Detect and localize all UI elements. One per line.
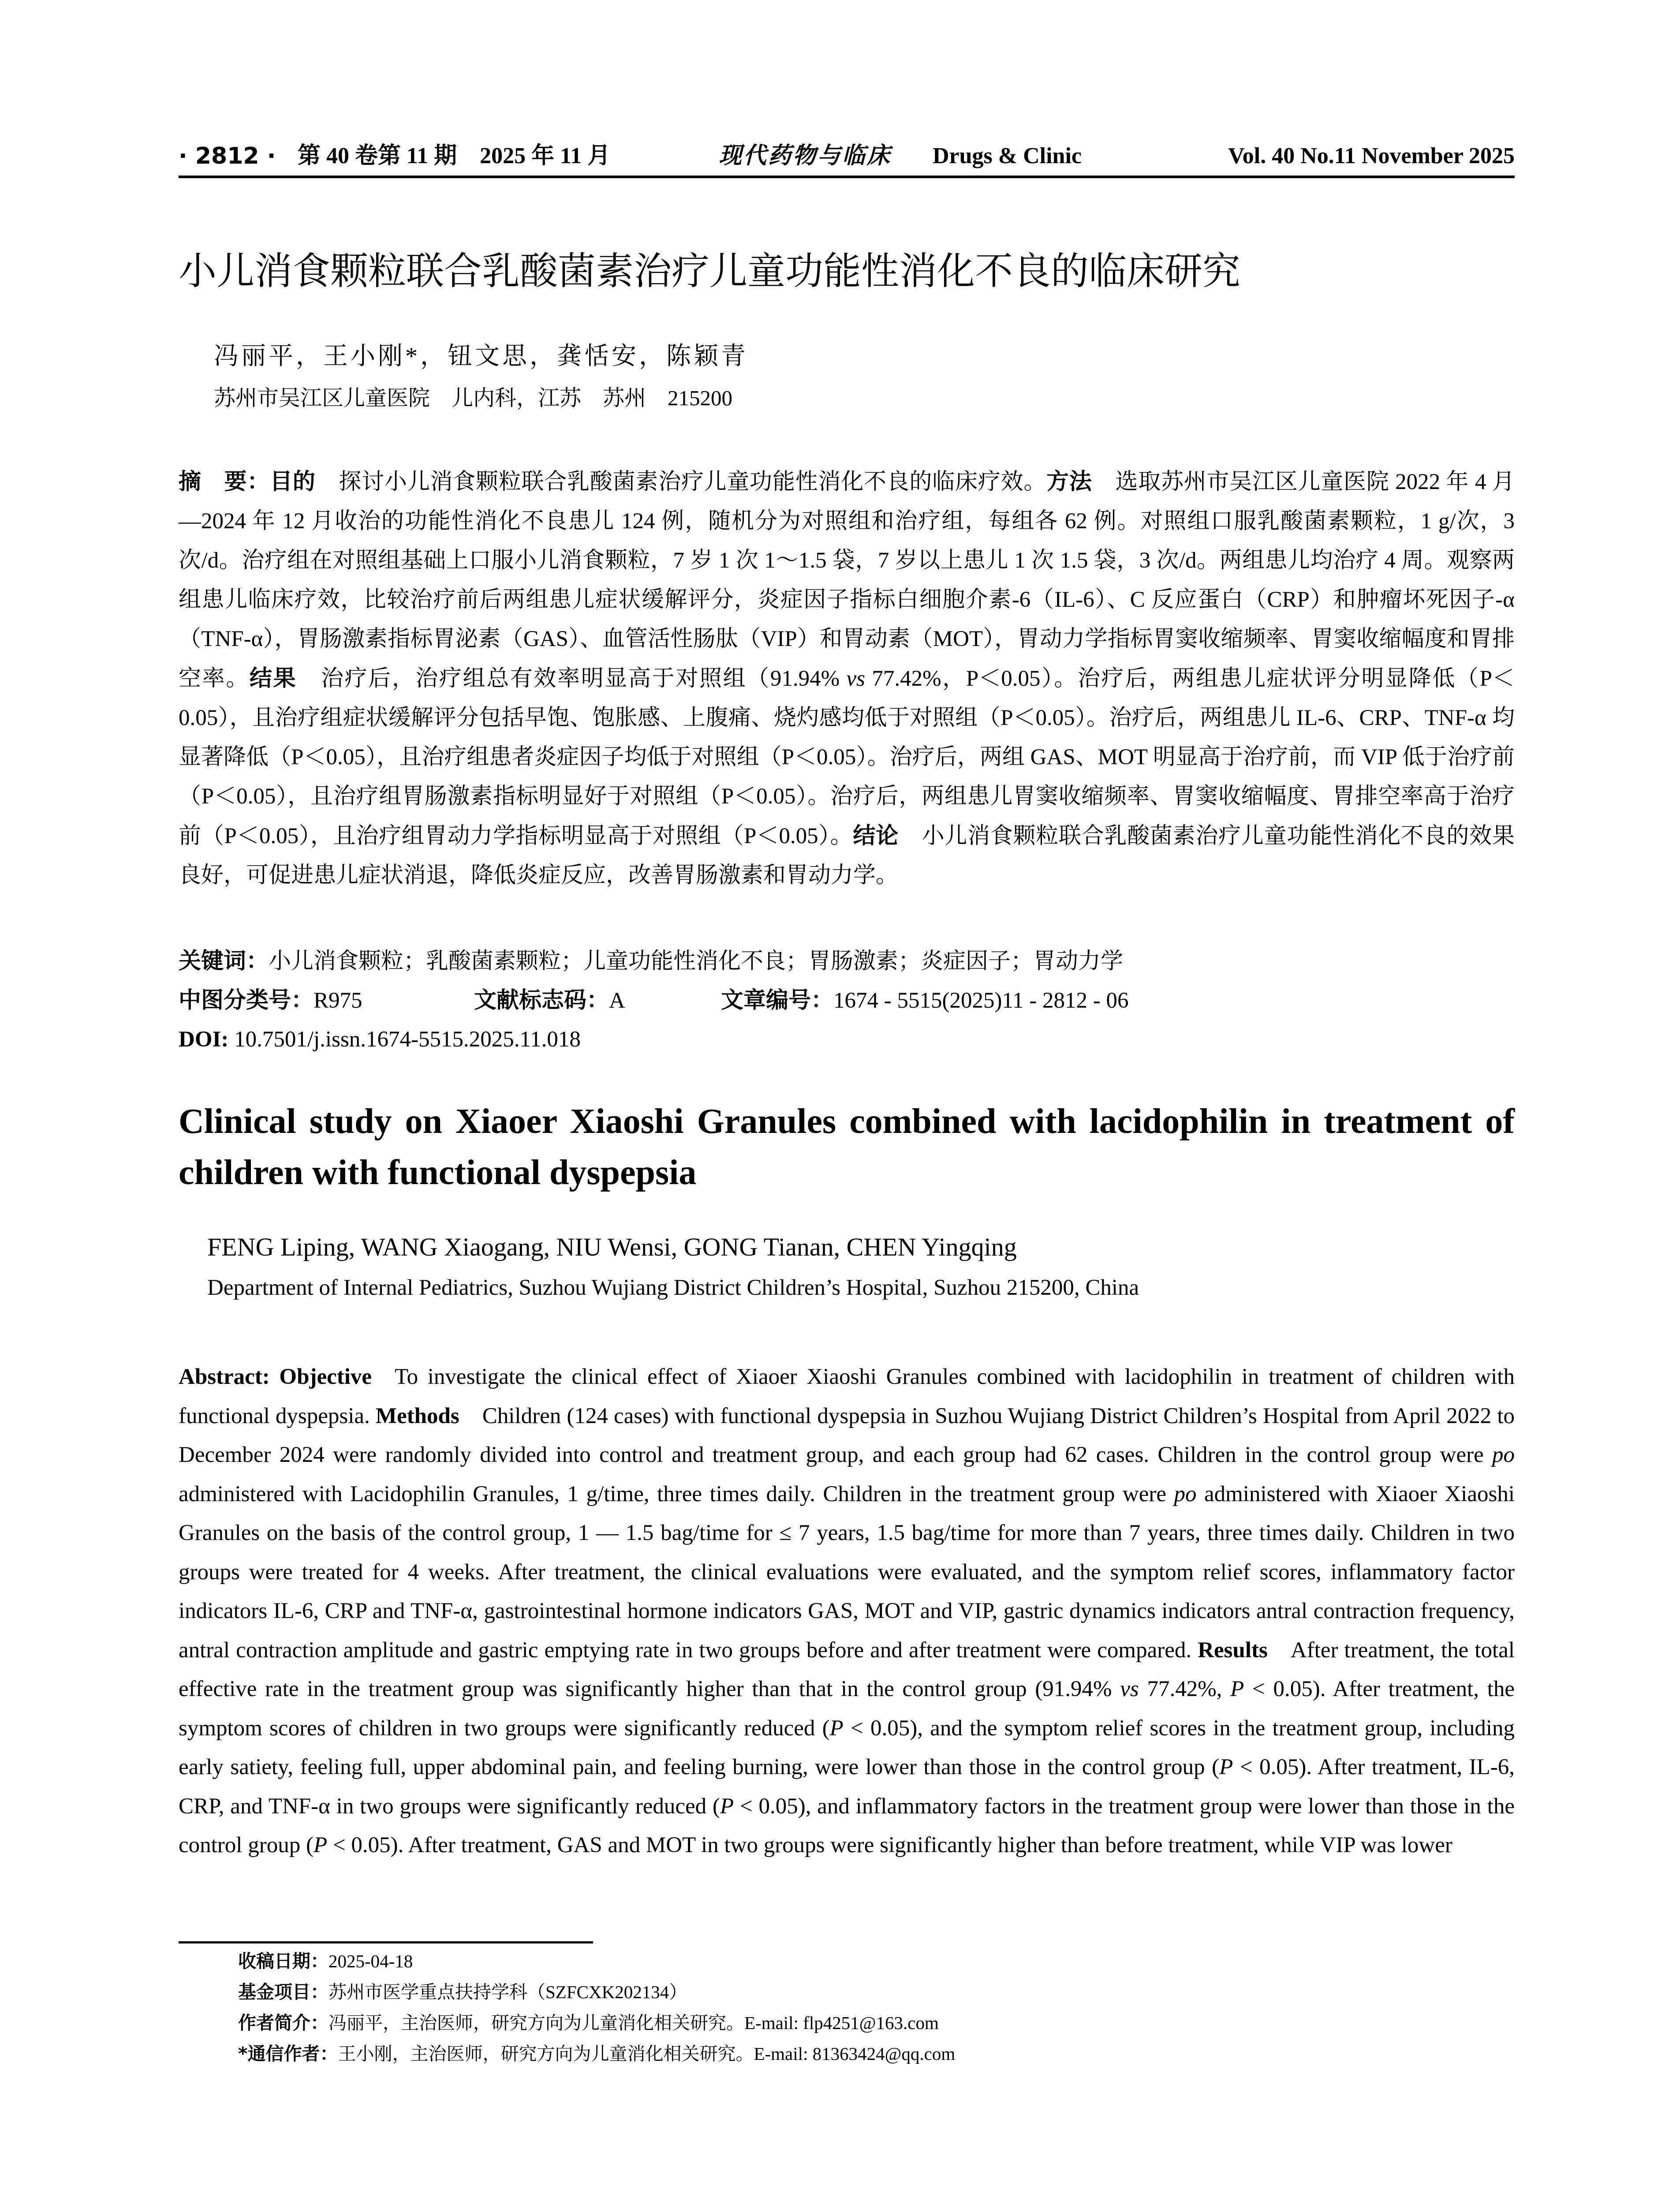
- keywords-cn: [179, 942, 1123, 981]
- fund-label: 基金项目：: [238, 1981, 329, 2003]
- running-header: [179, 140, 1515, 172]
- results-label-cn: 结果: [249, 665, 297, 691]
- footnote-received: [238, 1947, 413, 1975]
- results-cn-3: P＜0.05）。治疗后，两组患儿症状评分明显降低（P＜0.05），且治疗组症状缓解评分包括早饱、饱胀感、上腹痛、烧灼感均低于对照组（P＜0.05）。治疗后，两组患儿 IL-6、CRP、TNF-α 均显著降低（P＜0.05），且治疗组患者炎症因子均低于对照组（P＜0.05）。治疗后，两组 GAS、MOT 明显高于治疗前，而 VIP 低于治疗前（P＜0.05），且治疗组胃肠激素指标明显好于对照组（P＜0.05）。治疗后，两组患儿胃窦收缩频率、胃窦收缩幅度、胃排空率高于治疗前（P＜0.05），且治疗组胃动力学指标明显高于对照组（P＜0.05）。: [179, 666, 1515, 848]
- po-abbrev-1: po: [1492, 1443, 1515, 1467]
- methods-en-1: Children (124 cases) with functional dyspepsia in Suzhou Wujiang District Children’s Hospital from April 2022 to December 2024 were randomly divided into control and treatment group, and each group had 62 cases. Children in the control group were: [179, 1403, 1515, 1467]
- footnote-rule: [179, 1941, 593, 1943]
- conclusion-cn: 小儿消食颗粒联合乳酸菌素治疗儿童功能性消化不良的效果良好，可促进患儿症状消退，降低炎症反应，改善胃肠激素和胃动力学。: [179, 824, 1515, 888]
- objective-cn: 探讨小儿消食颗粒联合乳酸菌素治疗儿童功能性消化不良的临床疗效。: [338, 470, 1047, 494]
- p-symbol-3: P: [1219, 1755, 1233, 1779]
- p-symbol-5: P: [313, 1833, 328, 1857]
- results-en-5: < 0.05). After treatment, IL-6, CRP, and TNF-α in two groups were significantly reduced (: [179, 1755, 1515, 1819]
- corresponding-value: 王小刚，主治医师，研究方向为儿童消化相关研究。E-mail: 81363424@qq.com: [338, 2044, 956, 2064]
- results-en-7: < 0.05). After treatment, GAS and MOT in two groups were significantly higher than before treatment, while VIP was lower: [332, 1833, 1452, 1857]
- results-en-2: 77.42%,: [1147, 1677, 1222, 1701]
- po-abbrev-2: po: [1174, 1481, 1197, 1506]
- doi-label: DOI:: [179, 1027, 229, 1052]
- issue-info-cn: 第 40 卷第 11 期 2025 年 11 月: [298, 143, 611, 168]
- issue-info-en: Vol. 40 No.11 November 2025: [1228, 143, 1515, 168]
- results-en-1: After treatment, the total effective rate in the treatment group was significantly higher than that in the control group (91.94%: [179, 1637, 1515, 1701]
- clc-label: 中图分类号：: [179, 987, 314, 1013]
- journal-name-en: Drugs & Clinic: [933, 143, 1082, 168]
- article-no-label: 文章编号：: [721, 987, 834, 1013]
- page-number: · 2812 ·: [179, 143, 276, 169]
- paper-title-cn: 小儿消食颗粒联合乳酸菌素治疗儿童功能性消化不良的临床研究: [179, 249, 1240, 293]
- clc-value: R975: [314, 988, 362, 1013]
- methods-cn: 选取苏州市吴江区儿童医院 2022 年 4 月—2024 年 12 月收治的功能性消化不良患儿 124 例，随机分为对照组和治疗组，每组各 62 例。对照组口服乳酸菌素颗粒，1 g/次，3 次/d。治疗组在对照组基础上口服小儿消食颗粒，7 岁 1 次 1～1.5 袋，7 岁以上患儿 1 次 1.5 袋，3 次/d。两组患儿均治疗 4 周。观察两组患儿临床疗效，比较治疗前后两组患儿症状缓解评分，炎症因子指标白细胞介素-6（IL-6）、C 反应蛋白（CRP）和肿瘤坏死因子-α（TNF-α），胃肠激素指标胃泌素（GAS）、血管活性肠肽（VIP）和胃动素（MOT），胃动力学指标胃窦收缩频率、胃窦收缩幅度和胃排空率。: [179, 470, 1515, 691]
- results-en-6: < 0.05), and inflammatory factors in the treatment group were lower than those in the control group (: [179, 1794, 1515, 1857]
- doc-code-label: 文献标志码：: [474, 987, 609, 1013]
- footnote-fund: [238, 1978, 687, 2006]
- results-cn-2: 77.42%，: [872, 666, 966, 691]
- p-symbol-2: P: [829, 1715, 844, 1741]
- classification-line: [179, 981, 1129, 1020]
- affiliation-cn: 苏州市吴江区儿童医院 儿内科，江苏 苏州 215200: [214, 386, 733, 410]
- objective-label-cn: 目的: [270, 469, 316, 495]
- footnote-corresponding: [238, 2040, 955, 2068]
- conclusion-label-cn: 结论: [853, 823, 899, 849]
- results-en-3: < 0.05). After treatment, the symptom scores of children in two groups were significantly reduced (: [179, 1677, 1515, 1741]
- author-bio-label: 作者简介：: [238, 2012, 329, 2033]
- p-symbol-1: P: [1230, 1677, 1244, 1701]
- abstract-cn-label: 摘 要：: [179, 469, 270, 495]
- clc-field: [179, 981, 474, 1020]
- methods-label-cn: 方法: [1046, 469, 1092, 495]
- footnote-author: [238, 2009, 939, 2037]
- received-value: 2025-04-18: [329, 1951, 413, 1971]
- doi-line: [179, 1020, 581, 1059]
- objective-en: To investigate the clinical effect of Xiaoer Xiaoshi Granules combined with lacidophilin in treatment of children with functional dyspepsia.: [179, 1364, 1515, 1428]
- keywords-value: 小儿消食颗粒；乳酸菌素颗粒；儿童功能性消化不良；胃肠激素；炎症因子；胃动力学: [269, 949, 1124, 974]
- author-bio-value: 冯丽平，主治医师，研究方向为儿童消化相关研究。E-mail: flp4251@163.com: [329, 2013, 939, 2033]
- authors-en: FENG Liping, WANG Xiaogang, NIU Wensi, GONG Tianan, CHEN Yingqing: [207, 1233, 1017, 1261]
- received-label: 收稿日期：: [238, 1951, 329, 1972]
- p-symbol-4: P: [720, 1794, 734, 1819]
- results-label-en: Results: [1198, 1637, 1268, 1663]
- doc-code-field: [474, 981, 721, 1020]
- corresponding-label: *通信作者：: [238, 2043, 338, 2064]
- vs-en: vs: [1120, 1677, 1139, 1701]
- methods-en-3: administered with Xiaoer Xiaoshi Granules on the basis of the control group, 1 — 1.5 bag/time for ≤ 7 years, 1.5 bag/time for more than 7 years, three times daily. Children in two groups were treated for 4 weeks. After treatment, the clinical evaluations were evaluated, and the symptom relief scores, inflammatory factor indicators IL-6, CRP and TNF-α, gastrointestinal hormone indicators GAS, MOT and VIP, gastric dynamics indicators antral contraction frequency, antral contraction amplitude and gastric emptying rate in two groups before and after treatment were compared.: [179, 1481, 1515, 1663]
- article-no-field: [721, 981, 1129, 1020]
- results-cn-1: 治疗后，治疗组总有效率明显高于对照组（91.94%: [320, 666, 840, 691]
- abstract-cn: [179, 462, 1515, 895]
- abstract-en: [179, 1357, 1515, 1865]
- doi-value[interactable]: 10.7501/j.issn.1674-5515.2025.11.018: [234, 1027, 581, 1052]
- header-rule: [179, 176, 1515, 178]
- methods-label-en: Methods: [375, 1403, 459, 1428]
- keywords-label: 关键词：: [179, 948, 269, 974]
- authors-cn: 冯丽平，王小刚*，钮文思，龚恬安，陈颖青: [214, 343, 748, 370]
- results-en-4: < 0.05), and the symptom relief scores in the treatment group, including early satiety, feeling full, upper abdominal pain, and feeling burning, were lower than those in the control group (: [179, 1715, 1515, 1779]
- paper-title-en: Clinical study on Xiaoer Xiaoshi Granules combined with lacidophilin in treatment of children with functional dyspepsia: [179, 1102, 1515, 1192]
- article-no-value: 1674 - 5515(2025)11 - 2812 - 06: [833, 988, 1129, 1013]
- abstract-en-label: Abstract: Objective: [179, 1364, 372, 1389]
- journal-name-cn: 现代药物与临床: [719, 143, 892, 168]
- results-cn-vs: vs: [846, 666, 865, 691]
- doc-code-value: A: [609, 988, 625, 1013]
- methods-en-2: administered with Lacidophilin Granules, 1 g/time, three times daily. Children in the treatment group were: [179, 1481, 1167, 1506]
- affiliation-en: Department of Internal Pediatrics, Suzhou Wujiang District Children’s Hospital, Suzhou 215200, China: [207, 1275, 1139, 1300]
- fund-value: 苏州市医学重点扶持学科（SZFCXK202134）: [329, 1982, 687, 2002]
